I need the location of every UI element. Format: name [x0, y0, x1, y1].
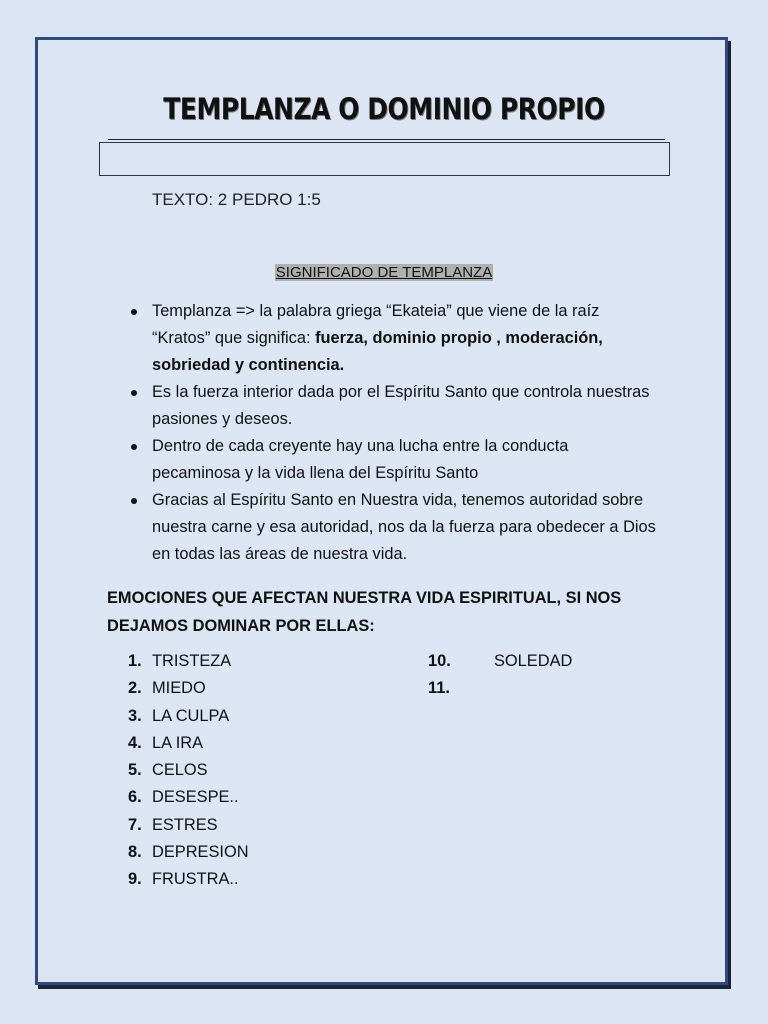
list-item — [128, 784, 249, 811]
item-label: FRUSTRA.. — [152, 870, 239, 889]
item-label: LA IRA — [152, 733, 204, 752]
emotions-list-col2 — [428, 648, 572, 703]
item-number: 10. — [428, 652, 451, 670]
significado-heading-text: SIGNIFICADO DE TEMPLANZA — [275, 264, 493, 281]
list-item — [128, 866, 249, 893]
list-item — [128, 298, 658, 379]
item-number: 2. — [128, 679, 142, 698]
bullet-text: Dentro de cada creyente hay una lucha entre la conducta pecaminosa y la vida llena del Espíritu Santo — [152, 437, 569, 482]
scripture-reference: TEXTO: 2 PEDRO 1:5 — [152, 190, 321, 209]
list-item — [128, 675, 249, 702]
list-item — [428, 675, 572, 702]
list-item — [428, 648, 572, 675]
item-number: 5. — [128, 761, 142, 780]
significado-heading — [0, 264, 768, 281]
list-item — [128, 433, 658, 487]
item-label: DEPRESION — [152, 843, 249, 862]
item-label: SOLEDAD — [494, 652, 573, 670]
bullet-text: Templanza => la palabra griega “Ekateia” que viene de la raíz “Kratos” que significa: — [152, 302, 600, 347]
item-label: MIEDO — [152, 679, 206, 698]
bullet-text: Es la fuerza interior dada por el Espíritu Santo que controla nuestras pasiones y deseos. — [152, 383, 650, 428]
list-item — [128, 648, 249, 675]
list-item — [128, 703, 249, 730]
list-item — [128, 730, 249, 757]
item-number: 6. — [128, 788, 142, 807]
page-title: TEMPLANZA O DOMINIO PROPIO — [163, 92, 605, 126]
item-number: 9. — [128, 870, 142, 889]
emociones-heading: EMOCIONES QUE AFECTAN NUESTRA VIDA ESPIRITUAL, SI NOS DEJAMOS DOMINAR POR ELLAS: — [107, 589, 622, 635]
item-number: 8. — [128, 843, 142, 862]
item-number: 4. — [128, 733, 142, 752]
list-item — [128, 839, 249, 866]
item-label: CELOS — [152, 761, 208, 780]
bullet-bold-text: fuerza, dominio propio , moderación, sobriedad y continencia. — [152, 329, 603, 374]
item-number: 1. — [128, 652, 142, 670]
list-item — [128, 757, 249, 784]
title-box — [99, 142, 670, 176]
item-label: LA CULPA — [152, 706, 230, 725]
emotions-list-col1 — [128, 648, 249, 894]
title-divider — [108, 139, 665, 140]
definition-list — [128, 298, 658, 568]
list-item — [128, 487, 658, 568]
list-item — [128, 379, 658, 433]
item-label: TRISTEZA — [152, 652, 232, 670]
list-item — [128, 812, 249, 839]
item-number: 7. — [128, 815, 142, 834]
item-label: DESESPE.. — [152, 788, 239, 807]
bullet-text: Gracias al Espíritu Santo en Nuestra vida, tenemos autoridad sobre nuestra carne y esa autoridad, nos da la fuerza para obedecer a Dios en todas las áreas de nuestra vida. — [152, 491, 656, 563]
item-number: 3. — [128, 706, 142, 725]
item-number: 11. — [428, 679, 450, 698]
item-label: ESTRES — [152, 815, 218, 834]
